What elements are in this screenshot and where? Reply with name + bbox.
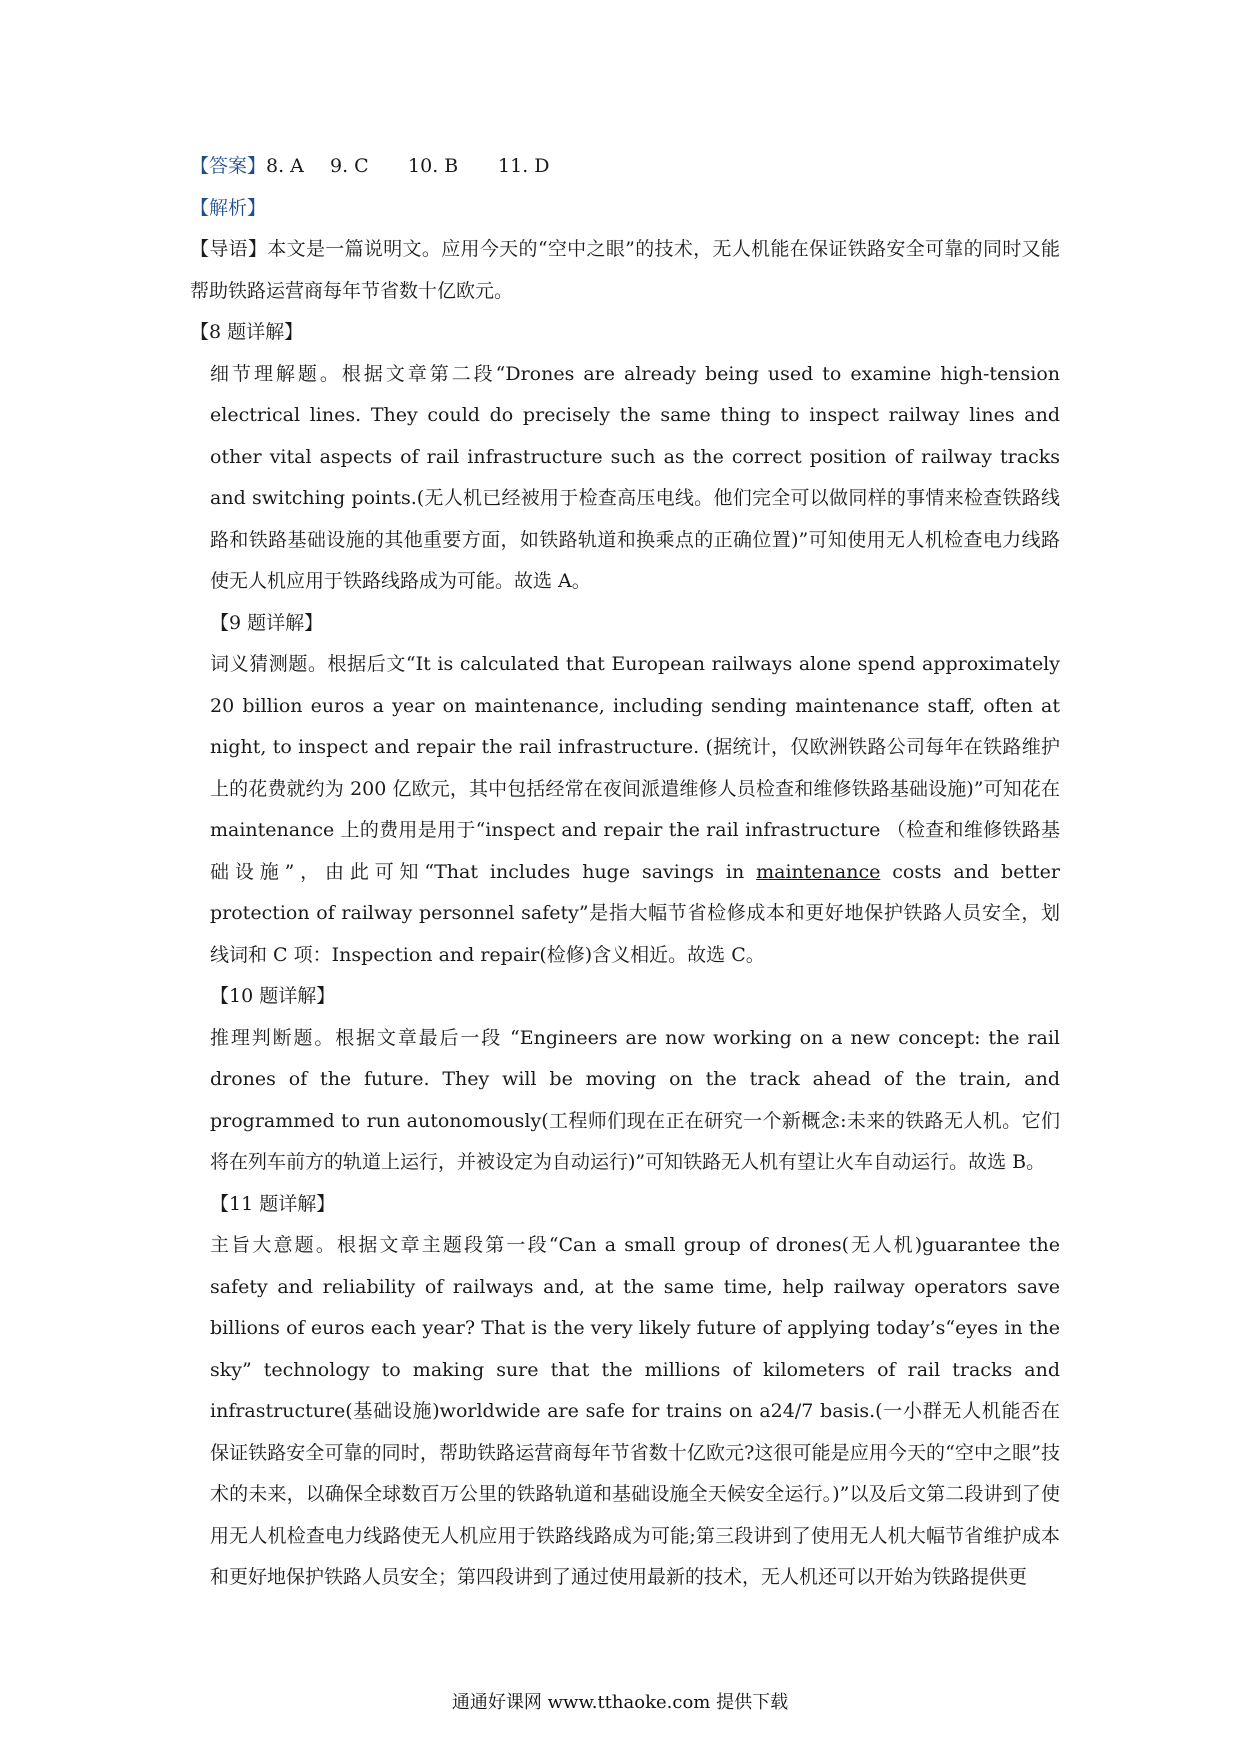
- answer-item: 8. A: [266, 155, 304, 177]
- q9-title: 【9 题详解】: [210, 611, 324, 634]
- q9-text-before: 词义猜测题。根据后文“It is calculated that European railways alone spend approximately 20 billion euros a year on maintenance, including sending maintenance staff, often at night, to inspect and repair the rail infrastructure. (据统计，仅欧洲铁路公司每年在铁路维护上的花费就约为 200 亿欧元，其中包括经常在夜间派遣维修人员检查和维修铁路基础设施)”可知花在 maintenance 上的费用是用于“inspect and repair the rail infrastructure （检查和维修铁路基础设施”，由此可知“That includes huge savings in: [210, 653, 1060, 883]
- intro-paragraph: [190, 229, 1060, 312]
- answer-item: 9. C: [330, 155, 369, 177]
- q10-explanation: 推理判断题。根据文章最后一段 “Engineers are now working on a new concept: the rail drones of the future. They will be moving on the track ahead of the train, and programmed to run autonomously(工程师们现在正在研究一个新概念:未来的铁路无人机。它们将在列车前方的轨道上运行，并被设定为自动运行)”可知铁路无人机有望让火车自动运行。故选 B。: [210, 1026, 1060, 1173]
- q9-text-after: costs and better protection of railway personnel safety”是指大幅节省检修成本和更好地保护铁路人员安全，划线词和 C 项：Inspection and repair(检修)含义相近。故选 C。: [210, 860, 1060, 966]
- q9-explanation: [190, 644, 1060, 976]
- q10-title: 【10 题详解】: [210, 985, 336, 1007]
- intro-text: 本文是一篇说明文。应用今天的“空中之眼”的技术，无人机能在保证铁路安全可靠的同时又能帮助铁路运营商每年节省数十亿欧元。: [190, 238, 1060, 302]
- answer-item: 11. D: [498, 155, 550, 177]
- answer-label: 【答案】: [190, 155, 267, 177]
- q11-title: 【11 题详解】: [210, 1192, 336, 1215]
- q8-explanation: 细节理解题。根据文章第二段“Drones are already being used to examine high-tension electrical lines. They could do precisely the same thing to inspect railway lines and other vital aspects of rail infrastructure such as the correct position of railway tracks and switching points.(无人机已经被用于检查高压电线。他们完全可以做同样的事情来检查铁路线路和铁路基础设施的其他重要方面，如铁路轨道和换乘点的正确位置)”可知使用无人机检查电力线路使无人机应用于铁路线路成为可能。故选 A。: [210, 362, 1060, 592]
- intro-label: 【导语】: [190, 238, 268, 260]
- analysis-label: 【解析】: [190, 196, 267, 219]
- answer-row: [190, 146, 1060, 188]
- q8-title: 【8 题详解】: [190, 321, 304, 343]
- q9-underlined-word: maintenance: [756, 860, 881, 883]
- answer-item: 10. B: [408, 155, 459, 177]
- q11-explanation: 主旨大意题。根据文章主题段第一段“Can a small group of drones(无人机)guarantee the safety and reliability of railways and, at the same time, help railway operators save billions of euros each year? That is the very likely future of applying today’s“eyes in the sky” technology to making sure that the millions of kilometers of rail tracks and infrastructure(基础设施)worldwide are safe for trains on a24/7 basis.(一小群无人机能否在保证铁路安全可靠的同时，帮助铁路运营商每年节省数十亿欧元?这很可能是应用今天的“空中之眼”技术的未来，以确保全球数百万公里的铁路轨道和基础设施全天候安全运行。)”以及后文第二段讲到了使用无人机检查电力线路使无人机应用于铁路线路成为可能;第三段讲到了使用无人机大幅节省维护成本和更好地保护铁路人员安全；第四段讲到了通过使用最新的技术，无人机还可以开始为铁路提供更: [210, 1234, 1060, 1588]
- page-footer: 通通好课网 www.tthaoke.com 提供下载: [451, 1692, 789, 1713]
- answer-analysis-section: [190, 146, 1060, 1599]
